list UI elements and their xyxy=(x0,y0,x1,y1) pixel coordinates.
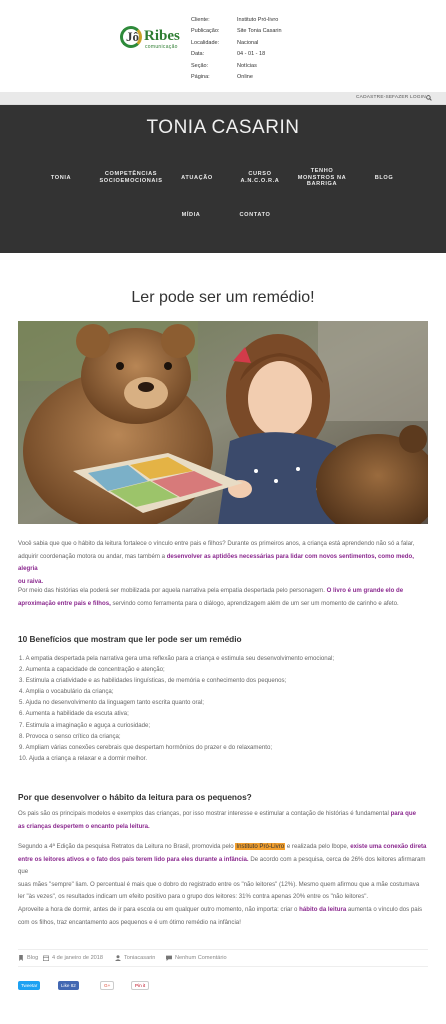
utility-bar xyxy=(0,92,446,105)
nav-tenho-line1: TENHO xyxy=(310,168,334,174)
user-icon xyxy=(115,955,121,961)
p4-line: suas mães "sempre" liam. O percentual é mais que o dobro do registrado entre os "não leitores" (12%). Mesmo quem afirmou que a mãe costumava xyxy=(18,880,420,888)
meta-key: Página: xyxy=(191,74,210,81)
p3-highlight: as crianças despertem o encanto pela leitura. xyxy=(18,822,150,830)
login-link[interactable]: FAZER LOGIN xyxy=(392,95,426,100)
nav-contato[interactable]: CONTATO xyxy=(239,212,271,218)
p1-highlight: desenvolver as aptidões necessárias para lidar com novos sentimentos, como medo, alegria xyxy=(18,552,414,573)
p4-line xyxy=(18,854,428,879)
meta-row xyxy=(191,49,317,61)
p4-highlight: hábito da leitura xyxy=(299,905,347,913)
meta-key: Seção: xyxy=(191,62,209,69)
logo-text-ribes: Ribes xyxy=(144,28,180,44)
paragraph-4 xyxy=(18,841,428,929)
meta-value: Online xyxy=(237,74,253,81)
nav-midia[interactable]: MÍDIA xyxy=(181,212,201,218)
p1-text: adquirir coordenação motora ou andar, mas também a xyxy=(18,552,167,560)
nav-competencias-line1: COMPETÊNCIAS xyxy=(104,171,158,177)
p3-line xyxy=(18,808,428,821)
post-date-label: 4 de janeiro de 2018 xyxy=(52,955,104,961)
meta-value: Notícias xyxy=(237,62,257,69)
list-item: 7. Estimula a imaginação e aguça a curiosidade; xyxy=(19,721,151,729)
p1-highlight: ou raiva. xyxy=(18,577,44,585)
comment-icon xyxy=(166,955,172,961)
nav-curso-line2: A.N.C.O.R.A xyxy=(240,177,280,184)
p3-text: Os pais são os principais modelos e exemplos das crianças, por isso mostrar interesse e estimular a contação de histórias é fundamental xyxy=(18,810,391,817)
nav-atuacao[interactable]: ATUAÇÃO xyxy=(181,175,213,181)
nav-curso-ancora[interactable] xyxy=(238,171,282,184)
nav-tonia[interactable]: TONIA xyxy=(50,175,72,181)
meta-row xyxy=(191,14,317,26)
post-date xyxy=(43,955,103,961)
google-plus-button[interactable]: G+ xyxy=(100,981,114,990)
list-item: 9. Ampliam várias conexões cerebrais que despertam hormônios do prazer e do relaxamento; xyxy=(19,743,273,751)
search-icon[interactable] xyxy=(426,95,432,101)
meta-value: Nacional xyxy=(237,39,259,46)
p4-line xyxy=(18,904,428,917)
post-author[interactable] xyxy=(115,955,155,961)
p4-marked-link[interactable]: Instituto Pró-Livro xyxy=(236,843,285,850)
tweet-button[interactable]: Tweetar xyxy=(18,981,40,990)
meta-key: Publicação: xyxy=(191,28,220,35)
list-item: 1. A empatia despertada pela narrativa gera uma reflexão para a criança e estimula seu desenvolvimento emocional; xyxy=(19,655,335,662)
p2-highlight: aproximação entre pais e filhos, xyxy=(18,599,111,607)
paragraph-1 xyxy=(18,538,428,588)
meta-row xyxy=(191,37,317,49)
p4-line: com os filhos, traz encantamento aos pequenos e é um ótimo remédio na infância! xyxy=(18,918,241,926)
post-category-label: Blog xyxy=(27,955,39,961)
list-item: 5. Ajuda no desenvolvimento da linguagem tanto escrita quanto oral; xyxy=(19,699,204,707)
p2-highlight: O livro é um grande elo de xyxy=(326,587,404,594)
p4-line: ler "às vezes", os resultados indicam um efeito positivo para o grupo dos leitores: 31% contra apenas 20% entre os "não leitores". xyxy=(18,893,369,901)
p2-line xyxy=(18,598,428,611)
meta-row xyxy=(191,26,317,38)
p2-text: Por meio das histórias ela poderá ser mobilizada por aquela narrativa pela empatia despertada pelo personagem. xyxy=(18,587,327,594)
post-title: Ler pode ser um remédio! xyxy=(131,289,315,306)
meta-row xyxy=(191,60,317,72)
paragraph-2 xyxy=(18,585,428,610)
heading-why: Por que desenvolver o hábito da leitura para os pequenos? xyxy=(18,792,252,802)
hero-image xyxy=(18,321,428,524)
p3-highlight: para que xyxy=(390,810,416,817)
post-meta-bar xyxy=(18,949,428,967)
nav-competencias-line2: SOCIOEMOCIONAIS xyxy=(99,177,163,184)
meta-value: Instituto Pró-livro xyxy=(237,16,279,23)
list-item: 8. Provoca o senso crítico da criança; xyxy=(19,732,121,740)
post-category[interactable] xyxy=(18,955,38,961)
p4-text: De acordo com a pesquisa, cerca de 26% dos leitores afirmaram que xyxy=(18,855,426,876)
clipping-meta-table xyxy=(191,14,317,83)
p4-text: aumenta o vínculo dos pais xyxy=(346,905,423,913)
p4-text: Segundo a 4ª Edição da pesquisa Retratos da Leitura no Brasil, promovida pelo xyxy=(18,843,236,850)
joribes-logo xyxy=(120,26,182,52)
site-title[interactable]: TONIA CASARIN xyxy=(146,117,300,138)
list-item: 4. Amplia o vocabulário da criança; xyxy=(19,688,114,696)
meta-key: Localidade: xyxy=(191,39,220,46)
facebook-like-button[interactable]: Like 82 xyxy=(58,981,79,990)
list-item: 3. Estimula a criatividade e as habilidades linguísticas, de memória e conhecimento dos pequenos; xyxy=(19,677,287,685)
nav-tenho-line3: BARRIGA xyxy=(306,181,338,187)
calendar-icon xyxy=(43,955,49,961)
bookmark-icon xyxy=(18,955,24,961)
p2-line xyxy=(18,585,428,598)
list-item: 6. Aumenta a habilidade da escuta ativa; xyxy=(19,710,129,718)
nav-competencias[interactable] xyxy=(96,171,166,184)
hero-photo-girl-reading-illustration xyxy=(18,321,428,524)
list-item: 10. Ajuda a criança a relaxar e a dormir melhor. xyxy=(19,754,148,762)
logo-text-jo: Jô xyxy=(126,29,139,44)
p1-line: Você sabia que que o hábito da leitura fortalece o vínculo entre pais e filhos? Durante os primeiros anos, a criança está aprendendo não só a falar, xyxy=(18,540,415,547)
pinterest-button[interactable]: Pin it xyxy=(131,981,149,990)
post-comments[interactable] xyxy=(166,955,227,961)
p4-line xyxy=(18,841,428,854)
p3-line xyxy=(18,821,428,834)
meta-row xyxy=(191,72,317,84)
nav-tenho-line2: MONSTROS NA xyxy=(297,174,347,181)
post-author-label: Toniacasarin xyxy=(124,955,156,961)
meta-value: 04 - 01 - 18 xyxy=(237,51,266,58)
p4-text: e realizada pelo Ibope, xyxy=(285,843,351,850)
p2-text: servindo como ferramenta para o diálogo, aprendizagem além de um ser um momento de carinho e afeto. xyxy=(110,599,399,607)
post-comments-label: Nenhum Comentário xyxy=(175,955,227,961)
meta-value: Site Tonia Casarin xyxy=(237,28,282,35)
logo-text-sub: comunicação xyxy=(145,44,178,50)
benefits-list xyxy=(19,653,429,764)
clipping-header xyxy=(0,0,446,92)
nav-curso-line1: CURSO xyxy=(248,171,272,177)
p4-highlight: existe uma conexão direta xyxy=(350,843,427,850)
heading-benefits: 10 Benefícios que mostram que ler pode ser um remédio xyxy=(18,634,242,644)
nav-blog[interactable]: BLOG xyxy=(374,175,394,181)
p4-highlight: entre os leitores ativos e o fato dos pais terem lido para eles durante a infância. xyxy=(18,855,249,863)
signup-link[interactable]: CADASTRE-SE xyxy=(356,95,393,100)
paragraph-3 xyxy=(18,808,428,833)
meta-key: Cliente: xyxy=(191,16,210,23)
meta-key: Data: xyxy=(191,51,205,58)
p4-text: Aproveite a hora de dormir, antes de ir para escola ou em qualquer outro momento, não importa: criar o xyxy=(18,905,300,913)
nav-tenho-monstros[interactable] xyxy=(296,168,348,188)
list-item: 2. Aumenta a capacidade de concentração e atenção; xyxy=(19,666,165,674)
p1-line xyxy=(18,551,428,576)
